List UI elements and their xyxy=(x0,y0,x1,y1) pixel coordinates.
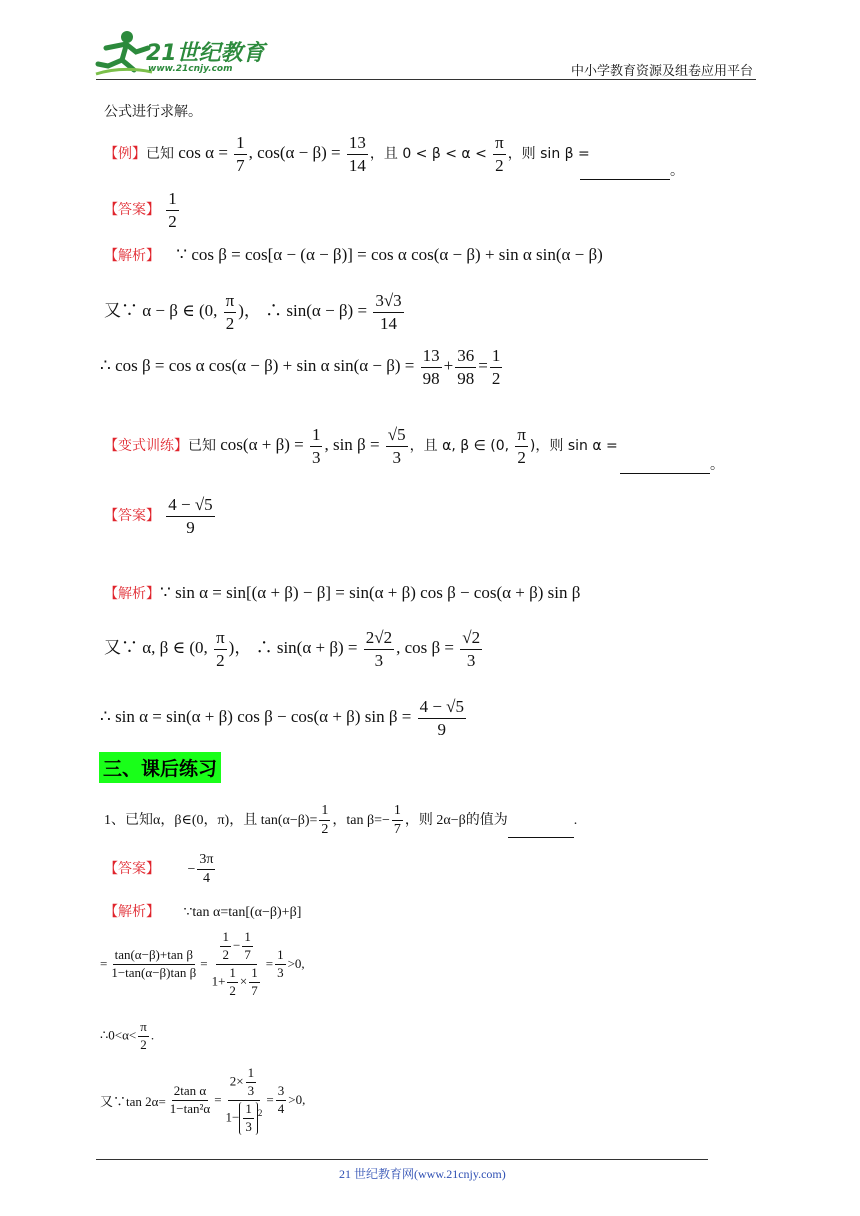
blank-line xyxy=(508,825,574,838)
denominator: 98 xyxy=(422,368,440,388)
denominator: 7 xyxy=(393,822,401,838)
solution-3-line-2 xyxy=(100,930,305,999)
formula: 又∵tan 2α= xyxy=(100,1093,166,1109)
formula: )， xyxy=(238,300,261,320)
period: . xyxy=(573,812,578,828)
solution-2-line-2 xyxy=(104,628,484,670)
formula: , sin β = xyxy=(324,434,380,454)
fraction xyxy=(249,966,260,999)
answer-blank-2 xyxy=(620,454,724,474)
fraction xyxy=(493,133,506,175)
intro-text: 公式进行求解。 xyxy=(104,104,202,120)
denominator: 9 xyxy=(437,719,447,739)
denominator: 3 xyxy=(277,964,284,980)
numerator: 1 xyxy=(234,133,247,155)
fraction xyxy=(214,628,227,670)
variant-tag: 【变式训练】 xyxy=(104,437,188,454)
question-text: ，tan β=− xyxy=(332,812,390,828)
header-logo xyxy=(92,30,265,80)
compound-fraction xyxy=(210,930,264,999)
solution-3-line-4 xyxy=(100,1066,305,1135)
denominator: 14 xyxy=(379,313,397,333)
fraction xyxy=(276,1084,287,1117)
numerator: 1 xyxy=(220,930,231,947)
numerator: π xyxy=(224,291,237,313)
fraction xyxy=(243,1102,254,1135)
numerator: π xyxy=(214,628,227,650)
fraction xyxy=(319,803,330,838)
answer-tag: 【答案】 xyxy=(104,860,160,877)
times: × xyxy=(239,973,248,989)
question-text: ，则 2α−β的值为 xyxy=(404,812,508,828)
numerator: 1 xyxy=(490,346,503,368)
fraction xyxy=(224,291,237,333)
fraction xyxy=(197,852,215,887)
fraction xyxy=(246,1066,257,1099)
cos-alpha: cos α = xyxy=(178,142,228,162)
denominator: 2 xyxy=(321,822,329,838)
fraction xyxy=(227,966,238,999)
denominator: 3 xyxy=(392,447,401,467)
denominator: 3 xyxy=(245,1118,252,1134)
fraction xyxy=(418,697,466,739)
period: 。 xyxy=(670,163,684,179)
numerator xyxy=(228,1066,260,1101)
denominator: 7 xyxy=(244,946,251,962)
formula: cos(α + β) = xyxy=(220,434,304,454)
numerator xyxy=(216,930,256,965)
example-tag: 【例】 xyxy=(104,145,146,162)
denominator: 7 xyxy=(236,155,245,175)
numerator: 3π xyxy=(197,852,215,870)
period: . xyxy=(150,1027,155,1043)
question: ，则 sin β = xyxy=(507,145,590,162)
answer-1 xyxy=(104,189,181,231)
exponent: 2 xyxy=(257,1107,263,1118)
formula: ∴ sin(α + β) = xyxy=(255,637,358,657)
example-1 xyxy=(104,133,590,175)
solution-tag: 【解析】 xyxy=(104,248,160,264)
fraction xyxy=(490,346,503,388)
numerator: 1 xyxy=(243,1102,254,1119)
blank-line xyxy=(620,457,710,474)
numerator: 3√3 xyxy=(373,291,403,313)
fraction xyxy=(275,948,286,981)
numerator: 13 xyxy=(347,133,368,155)
formula: 2× xyxy=(229,1073,244,1089)
formula: ∴ sin α = sin(α + β) cos β − cos(α + β) sin β = xyxy=(100,706,412,726)
denominator: 2 xyxy=(517,447,526,467)
formula: )， xyxy=(228,637,252,657)
denominator: 3 xyxy=(247,1082,255,1098)
logo-text: 21世纪教育 xyxy=(146,41,265,66)
equals: = xyxy=(265,956,274,972)
numerator: 1 xyxy=(310,425,323,447)
condition: ，且 0 < β < α < xyxy=(369,145,487,162)
numerator: π xyxy=(515,425,528,447)
equals: = xyxy=(478,355,488,375)
minus: − xyxy=(187,861,196,877)
numerator: 2√2 xyxy=(364,628,394,650)
numerator: 1 xyxy=(166,189,179,211)
denominator: 7 xyxy=(251,982,258,998)
solution-3-line-3 xyxy=(100,1020,154,1053)
known-label: 已知 xyxy=(188,437,216,454)
denominator: 3 xyxy=(466,650,476,670)
denominator: 2 xyxy=(491,368,501,388)
formula: , cos β = xyxy=(396,637,454,657)
fraction xyxy=(460,628,482,670)
fraction xyxy=(166,495,214,537)
header-divider xyxy=(96,79,756,80)
runner-logo-icon xyxy=(92,30,154,76)
plus: + xyxy=(443,355,454,375)
fraction xyxy=(392,803,403,838)
solution-1-line-3 xyxy=(100,346,504,388)
denominator: 98 xyxy=(457,368,475,388)
fraction xyxy=(109,948,198,981)
solution-1-line-1 xyxy=(104,245,603,265)
formula: 1− xyxy=(225,1109,240,1125)
equals: = xyxy=(100,956,108,972)
formula: ∵tan α=tan[(α−β)+β] xyxy=(183,905,302,920)
fraction xyxy=(168,1084,212,1117)
fraction xyxy=(220,930,231,963)
section-heading: 三、课后练习 xyxy=(99,752,221,783)
numerator: 1 xyxy=(242,930,253,947)
fraction xyxy=(234,133,247,175)
denominator: 3 xyxy=(311,447,321,467)
solution-3-line-1 xyxy=(104,901,301,921)
denominator: 2 xyxy=(225,313,235,333)
fraction xyxy=(364,628,394,670)
equals: = xyxy=(214,1092,222,1108)
footer-divider xyxy=(96,1159,708,1160)
known-label: 已知 xyxy=(146,145,174,162)
numerator: 13 xyxy=(421,346,442,368)
denominator: 4 xyxy=(202,871,210,887)
numerator: 4 − √5 xyxy=(166,495,214,517)
denominator: 2 xyxy=(168,211,177,231)
numerator: √5 xyxy=(386,425,408,447)
numerator: 2tan α xyxy=(172,1084,208,1101)
fraction xyxy=(515,425,528,467)
fraction xyxy=(386,425,408,467)
logo-url: www.21cnjy.com xyxy=(148,64,233,74)
solution-1-line-2 xyxy=(104,291,406,333)
numerator: 1 xyxy=(275,948,286,965)
formula: 又∵ α, β ∈ (0, xyxy=(104,637,208,657)
denominator: 4 xyxy=(277,1100,285,1116)
answer-blank-1 xyxy=(580,160,684,180)
blank-line xyxy=(580,163,670,180)
denominator: 2 xyxy=(216,650,225,670)
denominator: 2 xyxy=(229,982,236,998)
answer-3 xyxy=(104,852,217,887)
numerator: π xyxy=(138,1020,149,1037)
numerator: 4 − √5 xyxy=(418,697,466,719)
fraction xyxy=(166,189,179,231)
fraction xyxy=(421,346,442,388)
answer-tag: 【答案】 xyxy=(104,201,160,218)
solution-2-line-3 xyxy=(100,697,468,739)
formula: >0, xyxy=(287,956,305,972)
fraction xyxy=(242,930,253,963)
variant-1 xyxy=(104,425,618,467)
formula: ∴ cos β = cos α cos(α − β) + sin α sin(α − β) = xyxy=(100,355,415,375)
fraction xyxy=(373,291,403,333)
minus: − xyxy=(232,937,241,953)
fraction xyxy=(347,133,368,175)
denominator: 1−tan(α−β)tan β xyxy=(111,964,197,980)
denominator: 2 xyxy=(495,155,504,175)
numerator: π xyxy=(493,133,506,155)
fraction xyxy=(310,425,323,467)
numerator: tan(α−β)+tan β xyxy=(113,948,195,965)
condition: ，且 α, β ∈ (0, xyxy=(409,437,510,454)
numerator: √2 xyxy=(460,628,482,650)
numerator: 36 xyxy=(455,346,476,368)
formula: ∵ sin α = sin[(α + β) − β] = sin(α + β) cos β − cos(α + β) sin β xyxy=(160,583,581,602)
fraction xyxy=(455,346,476,388)
compound-fraction xyxy=(224,1066,265,1135)
numerator: 1 xyxy=(227,966,238,983)
denominator: 2 xyxy=(140,1036,147,1052)
formula: ∵ cos β = cos[α − (α − β)] = cos α cos(α − β) + sin α sin(α − β) xyxy=(176,245,603,264)
numerator: 1 xyxy=(249,966,260,983)
solution-tag: 【解析】 xyxy=(104,904,160,920)
denominator xyxy=(210,965,264,999)
denominator: 3 xyxy=(374,650,384,670)
question-text: 1、已知α，β∈(0，π)，且 tan(α−β)= xyxy=(104,812,318,828)
denominator xyxy=(224,1101,265,1135)
numerator: 1 xyxy=(246,1066,257,1083)
equals: = xyxy=(200,956,208,972)
answer-2 xyxy=(104,495,217,537)
period: 。 xyxy=(710,457,724,473)
denominator: 9 xyxy=(186,517,195,537)
denominator: 14 xyxy=(348,155,366,175)
formula: ∴0<α< xyxy=(100,1027,137,1043)
formula: 又∵ α − β ∈ (0, xyxy=(104,300,218,320)
numerator: 3 xyxy=(276,1084,287,1101)
solution-2-line-1 xyxy=(104,583,580,603)
formula: ∴ sin(α − β) = xyxy=(265,300,368,320)
formula: 1+ xyxy=(211,973,226,989)
footer-link[interactable]: 21 世纪教育网(www.21cnjy.com) xyxy=(339,1167,506,1181)
answer-tag: 【答案】 xyxy=(104,507,160,524)
solution-tag: 【解析】 xyxy=(104,586,160,602)
numerator: 1 xyxy=(319,803,330,821)
cos-alpha-minus-beta: , cos(α − β) = xyxy=(248,142,341,162)
question: )，则 sin α = xyxy=(529,437,618,454)
question-1 xyxy=(104,803,577,838)
fraction xyxy=(138,1020,149,1053)
header-right-text: 中小学教育资源及组卷应用平台 xyxy=(571,64,754,79)
numerator: 1 xyxy=(392,803,403,821)
denominator: 2 xyxy=(222,946,229,962)
formula: >0, xyxy=(288,1092,306,1108)
equals: = xyxy=(266,1092,274,1108)
denominator: 1−tan²α xyxy=(169,1100,211,1116)
